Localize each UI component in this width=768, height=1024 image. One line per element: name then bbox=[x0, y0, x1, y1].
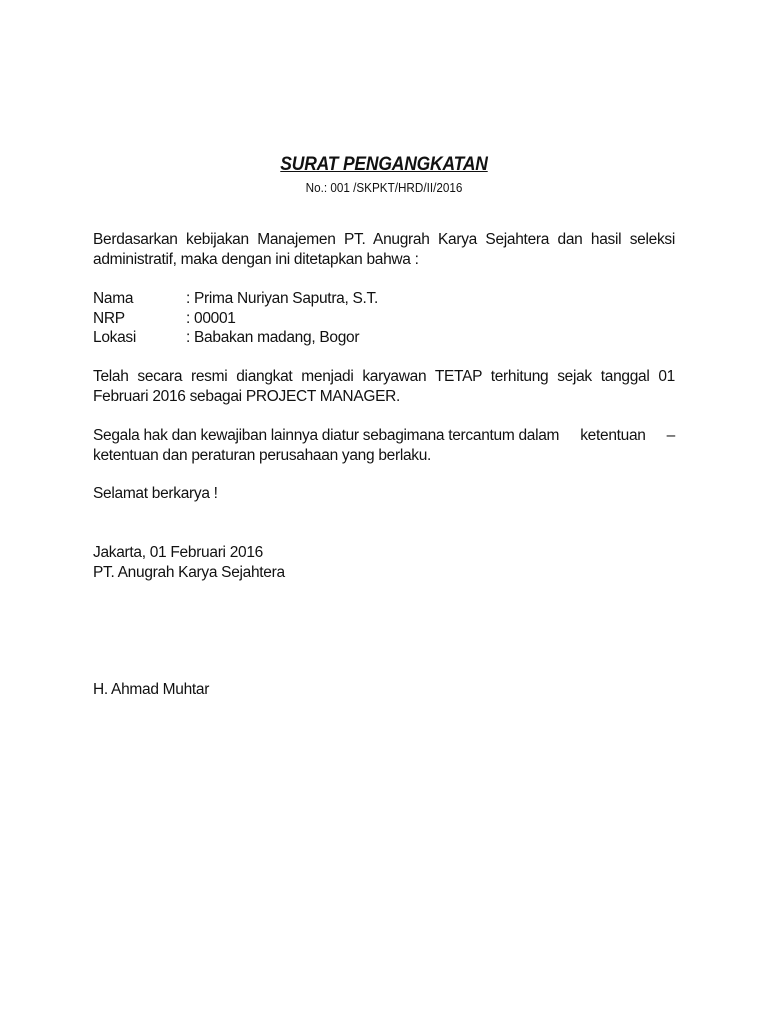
employee-details bbox=[93, 289, 675, 348]
letter-title: SURAT PENGANGKATAN bbox=[280, 154, 488, 175]
greeting: Selamat berkarya ! bbox=[93, 485, 218, 502]
field-value-nrp: : 00001 bbox=[186, 309, 236, 327]
place-date: Jakarta, 01 Februari 2016 bbox=[93, 544, 263, 561]
field-value-name: : Prima Nuriyan Saputra, S.T. bbox=[186, 290, 379, 307]
rights-line-1-text: Segala hak dan kewajiban lainnya diatur sebagimana tercantum dalam bbox=[93, 427, 560, 444]
field-row-location bbox=[93, 328, 675, 348]
field-label-location: Lokasi bbox=[93, 329, 137, 346]
rights-line-2: ketentuan dan peraturan perusahaan yang berlaku. bbox=[93, 446, 432, 464]
rights-line-1-dash: – bbox=[666, 427, 675, 444]
field-value-location: : Babakan madang, Bogor bbox=[186, 329, 360, 346]
appointment-paragraph: Telah secara resmi diangkat menjadi karyawan TETAP terhitung sejak tanggal 01 Februari 2016 sebagai PROJECT MANAGER. bbox=[93, 368, 675, 405]
rights-line-1 bbox=[93, 426, 675, 446]
field-row-name bbox=[93, 289, 675, 309]
company-name: PT. Anugrah Karya Sejahtera bbox=[93, 564, 285, 581]
rights-line-1-term: ketentuan bbox=[580, 427, 646, 444]
signer-name: H. Ahmad Muhtar bbox=[93, 681, 210, 698]
field-label-name: Nama bbox=[93, 290, 134, 307]
field-label-nrp: NRP bbox=[93, 309, 125, 327]
letter-number: No.: 001 /SKPKT/HRD/II/2016 bbox=[305, 180, 463, 195]
intro-paragraph: Berdasarkan kebijakan Manajemen PT. Anugrah Karya Sejahtera dan hasil seleksi administratif, maka dengan ini ditetapkan bahwa : bbox=[93, 231, 675, 268]
rights-paragraph bbox=[93, 426, 675, 465]
field-row-nrp bbox=[93, 309, 675, 329]
